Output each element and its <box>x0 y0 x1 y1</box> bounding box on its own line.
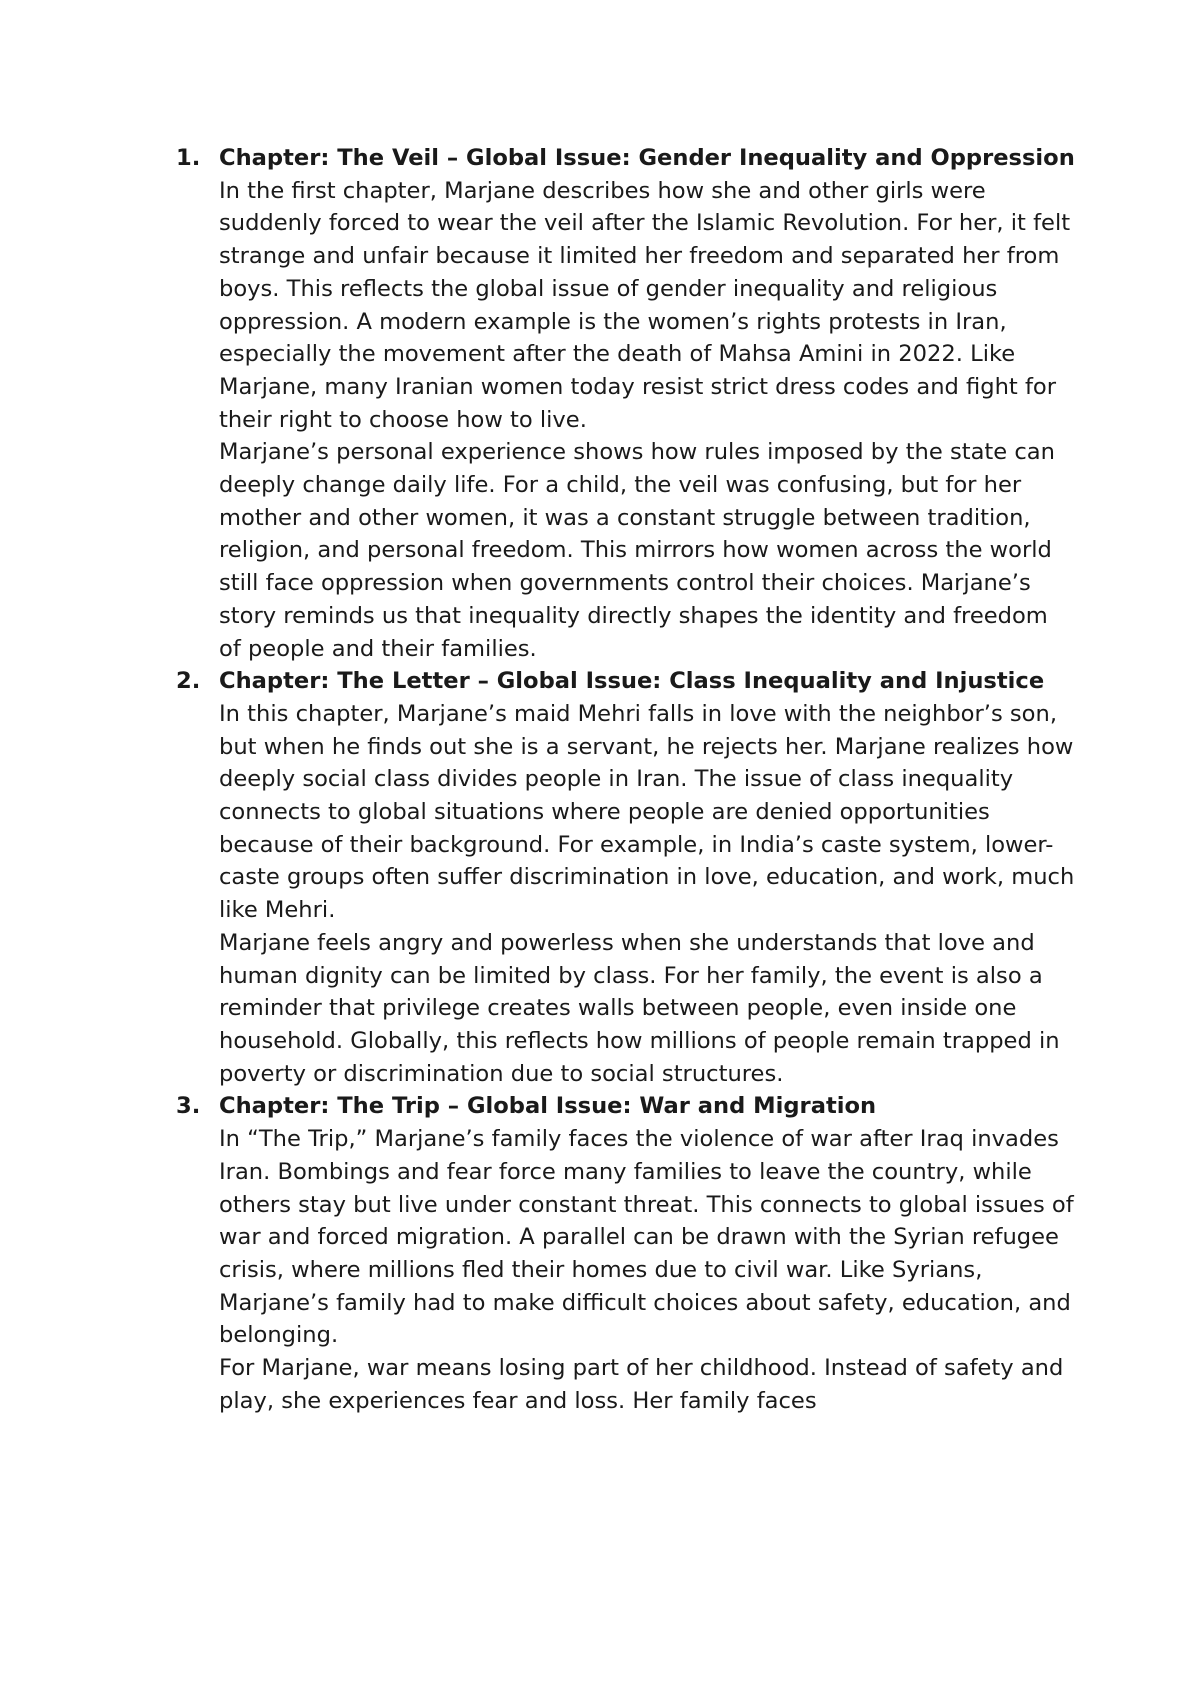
chapter-list <box>176 142 1076 1417</box>
item-paragraph: For Marjane, war means losing part of her childhood. Instead of safety and play, she experiences fear and loss. Her family faces <box>219 1355 1064 1414</box>
item-heading: Chapter: The Veil – Global Issue: Gender Inequality and Oppression <box>219 145 1075 171</box>
list-item <box>176 142 1076 665</box>
item-number: 1. <box>176 145 201 171</box>
list-item <box>176 665 1076 1090</box>
item-number: 3. <box>176 1093 201 1120</box>
item-heading: Chapter: The Letter – Global Issue: Class Inequality and Injustice <box>219 668 1045 695</box>
item-paragraph: Marjane’s personal experience shows how rules imposed by the state can deeply change daily life. For a child, the veil was confusing, but for her mother and other women, it was a constant struggle between tradition, religion, and personal freedom. This mirrors how women across the world still face oppression when governments control their choices. Marjane’s story reminds us that inequality directly shapes the identity and freedom of people and their families. <box>219 439 1055 662</box>
list-item <box>176 1090 1076 1417</box>
item-paragraph: In “The Trip,” Marjane’s family faces the violence of war after Iraq invades Iran. Bombings and fear force many families to leave the country, while others stay but live under constant threat. This connects to global issues of war and forced migration. A parallel can be drawn with the Syrian refugee crisis, where millions fled their homes due to civil war. Like Syrians, Marjane’s family had to make difficult choices about safety, education, and belonging. <box>219 1126 1074 1349</box>
item-number: 2. <box>176 668 201 695</box>
item-paragraph: In this chapter, Marjane’s maid Mehri falls in love with the neighbor’s son, but when he finds out she is a servant, he rejects her. Marjane realizes how deeply social class divides people in Iran. The issue of class inequality connects to global situations where people are denied opportunities because of their background. For example, in India’s caste system, lower-caste groups often suffer discrimination in love, education, and work, much like Mehri. <box>219 700 1075 924</box>
item-paragraph: Marjane feels angry and powerless when she understands that love and human dignity can be limited by class. For her family, the event is also a reminder that privilege creates walls between people, even inside one household. Globally, this reflects how millions of people remain trapped in poverty or discrimination due to social structures. <box>219 929 1060 1087</box>
item-heading: Chapter: The Trip – Global Issue: War and Migration <box>219 1093 877 1120</box>
item-paragraph: In the first chapter, Marjane describes how she and other girls were suddenly forced to wear the veil after the Islamic Revolution. For her, it felt strange and unfair because it limited her freedom and separated her from boys. This reflects the global issue of gender inequality and religious oppression. A modern example is the women’s rights protests in Iran, especially the movement after the death of Mahsa Amini in 2022. Like Marjane, many Iranian women today resist strict dress codes and fight for their right to choose how to live. <box>219 177 1071 433</box>
